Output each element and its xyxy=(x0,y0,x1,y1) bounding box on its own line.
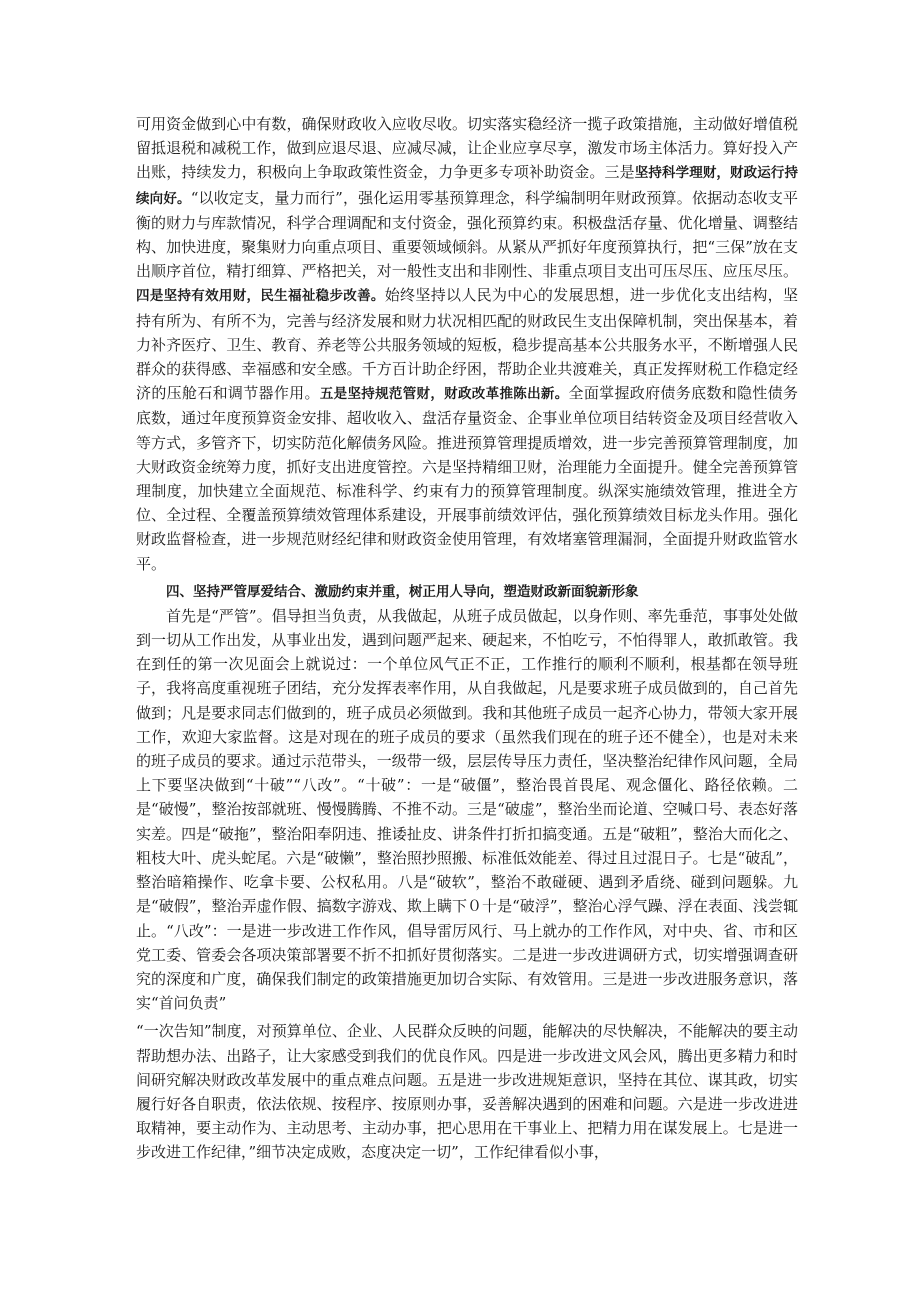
section-heading-4: 四、坚持严管厚爱结合、激励约束并重，树正用人导向，塑造财政新面貌新形象 xyxy=(166,583,639,600)
paragraph-1-text-a: 可用资金做到心中有数，确保财政收入应收尽收。切实落实稳经济一揽子政策措施，主动做好增值税留抵退税和减税工作，做到应退尽退、应减尽减，让企业应享尽享，激发市场主体活力。算好投入产出账，持续发力，积极向上争取政策性资金，力争更多专项补助资金。三是 xyxy=(136,115,798,182)
body-paragraph-3: “一次告知”制度，对预算单位、企业、人民群众反映的问题，能解决的尽快解决，不能解决的要主动帮助想办法、出路子，让大家感受到我们的优良作风。四是进一步改进文风会风，腾出更多精力和时间研究解决财政改革发展中的重点难点问题。五是进一步改进规矩意识，坚持在其位、谋其政，切实履行好各自职责，依法依规、按程序、按原则办事，妥善解决遇到的困难和问题。六是进一步改进进取精神，要主动作为、主动思考、主动办事，把心思用在干事业上、把精力用在谋发展上。七是进一步改进工作纪律，”细节决定成败，态度决定一切”，工作纪律看似小事， xyxy=(136,1022,798,1162)
body-paragraph-1 xyxy=(136,112,798,576)
document-page xyxy=(136,112,798,1165)
paragraph-1-bold-point-5: 五是坚持规范管财，财政改革推陈出新。 xyxy=(319,386,569,403)
paragraph-1-text-c: 始终坚持以人民为中心的发展思想，进一步优化支出结构，坚持有所为、有所不为，完善与经济发展和财力状况相匹配的财政民生支出保障机制，突出保基本，着力补齐医疗、卫生、教育、养老等公共服务领域的短板，稳步提高基本公共服务水平，不断增强人民群众的获得感、幸福感和安全感。千方百计助企纾困，帮助企业共渡难关，真正发挥财税工作稳定经济的压舱石和调节器作用。 xyxy=(136,286,799,403)
paragraph-1-text-d: 全面掌握政府债务底数和隐性债务底数，通过年度预算资金安排、超收收入、盘活存量资金、企事业单位项目结转资金及项目经营收入等方式，多管齐下，切实防范化解债务风险。推进预算管理提质增效，进一步完善预算管理制度，加大财政资金统筹力度，抓好支出进度管控。六是坚持精细卫财，治理能力全面提升。健全完善预算管理制度，加快建立全面规范、标准科学、约束有力的预算管理制度。纵深实施绩效管理，推进全方位、全过程、全覆盖预算绩效管理体系建设，开展事前绩效评估，强化预算绩效目标龙头作用。强化财政监督检查，进一步规范财经纪律和财政资金使用管理，有效堵塞管理漏洞，全面提升财政监管水平。 xyxy=(136,384,798,573)
paragraph-1-bold-point-4: 四是坚持有效用财，民生福祉稳步改善。 xyxy=(136,288,385,305)
paragraph-1-bold-point-3: 坚持科学理财，财政运行持续向好。 xyxy=(136,165,798,207)
body-paragraph-2: 首先是“严管”。倡导担当负责，从我做起，从班子成员做起，以身作则、率先垂范，事事处处做到一切从工作出发，从事业出发，遇到问题严起来、硬起来，不怕吃亏，不怕得罪人，敢抓敢管。我在到任的第一次见面会上就说过：一个单位风气正不正，工作推行的顺利不顺利，根基都在领导班子，我将高度重视班子团结，充分发挥表率作用，从自我做起，凡是要求班子成员做到的，自己首先做到；凡是要求同志们做到的，班子成员必须做到。我和其他班子成员一起齐心协力，带领大家开展工作，欢迎大家监督。这是对现在的班子成员的要求（虽然我们现在的班子还不健全），也是对未来的班子成员的要求。通过示范带头，一级带一级，层层传导压力责任，坚决整治纪律作风问题，全局上下要坚决做到“十破”“八改”。“十破”：一是“破僵”，整治畏首畏尾、观念僵化、路径依赖。二是“破慢”，整治按部就班、慢慢腾腾、不推不动。三是“破虚”，整治坐而论道、空喊口号、表态好落实差。四是“破拖”，整治阳奉阴违、推诿扯皮、讲条件打折扣搞变通。五是“破粗”，整治大而化之、粗枝大叶、虎头蛇尾。六是“破懒”，整治照抄照搬、标准低效能差、得过且过混日子。七是“破乱”，整治暗箱操作、吃拿卡要、公权私用。八是“破软”，整治不敢碰硬、遇到矛盾绕、碰到问题躲。九是“破假”，整治弄虚作假、搞数字游戏、欺上瞒下０十是“破浮”，整治心浮气躁、浮在表面、浅尝辄止。“八改”：一是进一步改进工作作风，倡导雷厉风行、马上就办的工作作风，对中央、省、市和区党工委、管委会各项决策部署要不折不扣抓好贯彻落实。二是进一步改进调研方式，切实增强调查研究的深度和广度，确保我们制定的政策措施更加切合实际、有效管用。三是进一步改进服务意识，落实“首问负责” xyxy=(136,606,798,1013)
paragraph-1-text-b: “以收定支，量力而行”，强化运用零基预算理念，科学编制明年财政预算。依据动态收支平衡的财力与库款情况，科学合理调配和支付资金，强化预算约束。积极盘活存量、优化增量、调整结构、加快进度，聚集财力向重点项目、重要领域倾斜。从紧从严抓好年度预算执行，把“三保”放在支出顺序首位，精打细算、严格把关，对一般性支出和非刚性、非重点项目支出可压尽压、应压尽压。 xyxy=(136,188,799,281)
